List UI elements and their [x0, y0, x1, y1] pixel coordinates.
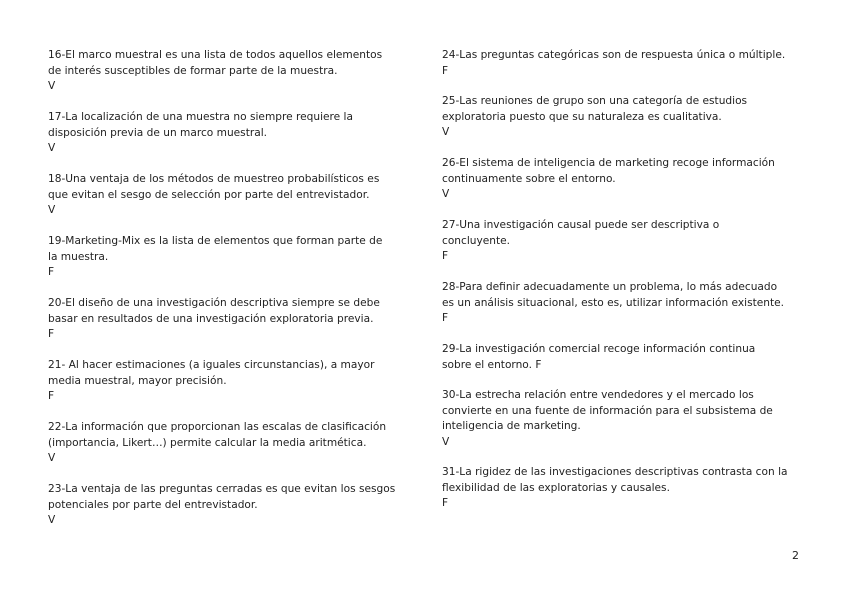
question-text: 23-La ventaja de las preguntas cerradas es que evitan los sesgos potenciales por parte del entrevistador.: [48, 483, 396, 511]
answer-label: V: [48, 80, 56, 92]
answer-label: V: [48, 204, 56, 216]
left-column: [48, 48, 400, 544]
question-text: 28-Para definir adecuadamente un problema, lo más adecuado es un análisis situacional, esto es, utilizar información existente.: [442, 281, 785, 309]
question-text: 21- Al hacer estimaciones (a iguales circunstancias), a mayor media muestral, mayor precisión.: [48, 359, 375, 387]
question-text: 24-Las preguntas categóricas son de respuesta única o múltiple.: [442, 49, 786, 61]
answer-label: V: [48, 142, 56, 154]
question-text: 26-El sistema de inteligencia de marketing recoge información continuamente sobre el entorno.: [442, 157, 775, 185]
answer-label: F: [48, 328, 55, 340]
question-27: [442, 218, 802, 280]
answer-label: F: [442, 64, 449, 77]
answer-label: V: [442, 435, 450, 448]
answer-label: F: [48, 390, 55, 402]
question-30: [442, 388, 802, 465]
question-text: 27-Una investigación causal puede ser descriptiva o concluyente.: [442, 219, 720, 247]
question-text: 18-Una ventaja de los métodos de muestreo probabilísticos es que evitan el sesgo de selección por parte del entrevistador.: [48, 173, 380, 201]
answer-label: V: [48, 514, 56, 526]
question-21: [48, 358, 400, 420]
answer-label: V: [442, 188, 450, 200]
question-text: 29-La investigación comercial recoge información continua sobre el entorno. F: [442, 343, 756, 371]
answer-label: V: [442, 126, 450, 138]
answer-label: F: [442, 250, 449, 262]
question-20: [48, 296, 400, 358]
answer-label: F: [442, 497, 449, 509]
question-text: 31-La rigidez de las investigaciones descriptivas contrasta con la flexibilidad de las exploratorias y causales.: [442, 466, 788, 494]
question-24: [442, 48, 802, 94]
question-text: 22-La información que proporcionan las escalas de clasificación (importancia, Likert…) permite calcular la media aritmética.: [48, 421, 387, 449]
question-31: [442, 465, 802, 527]
question-29: [442, 342, 802, 388]
question-28: [442, 280, 802, 342]
question-23: [48, 482, 400, 544]
question-text: 19-Marketing-Mix es la lista de elementos que forman parte de la muestra.: [48, 235, 383, 263]
question-26: [442, 156, 802, 218]
question-text: 30-La estrecha relación entre vendedores y el mercado los convierte en una fuente de información para el subsistema de inteligencia de marketing.: [442, 389, 773, 432]
question-17: [48, 110, 400, 172]
question-text: 17-La localización de una muestra no siempre requiere la disposición previa de un marco muestral.: [48, 111, 353, 139]
question-19: [48, 234, 400, 296]
question-text: 16-El marco muestral es una lista de todos aquellos elementos de interés susceptibles de formar parte de la muestra.: [48, 49, 383, 77]
right-column: [442, 48, 802, 527]
question-text: 20-El diseño de una investigación descriptiva siempre se debe basar en resultados de una investigación exploratoria previa.: [48, 297, 380, 325]
page-number: 2: [792, 549, 799, 562]
question-text: 25-Las reuniones de grupo son una categoría de estudios exploratoria puesto que su naturaleza es cualitativa.: [442, 95, 748, 123]
answer-label: F: [442, 312, 449, 324]
question-18: [48, 172, 400, 234]
question-25: [442, 94, 802, 156]
question-22: [48, 420, 400, 482]
question-16: [48, 48, 400, 110]
answer-label: F: [48, 266, 55, 278]
answer-label: V: [48, 452, 56, 464]
